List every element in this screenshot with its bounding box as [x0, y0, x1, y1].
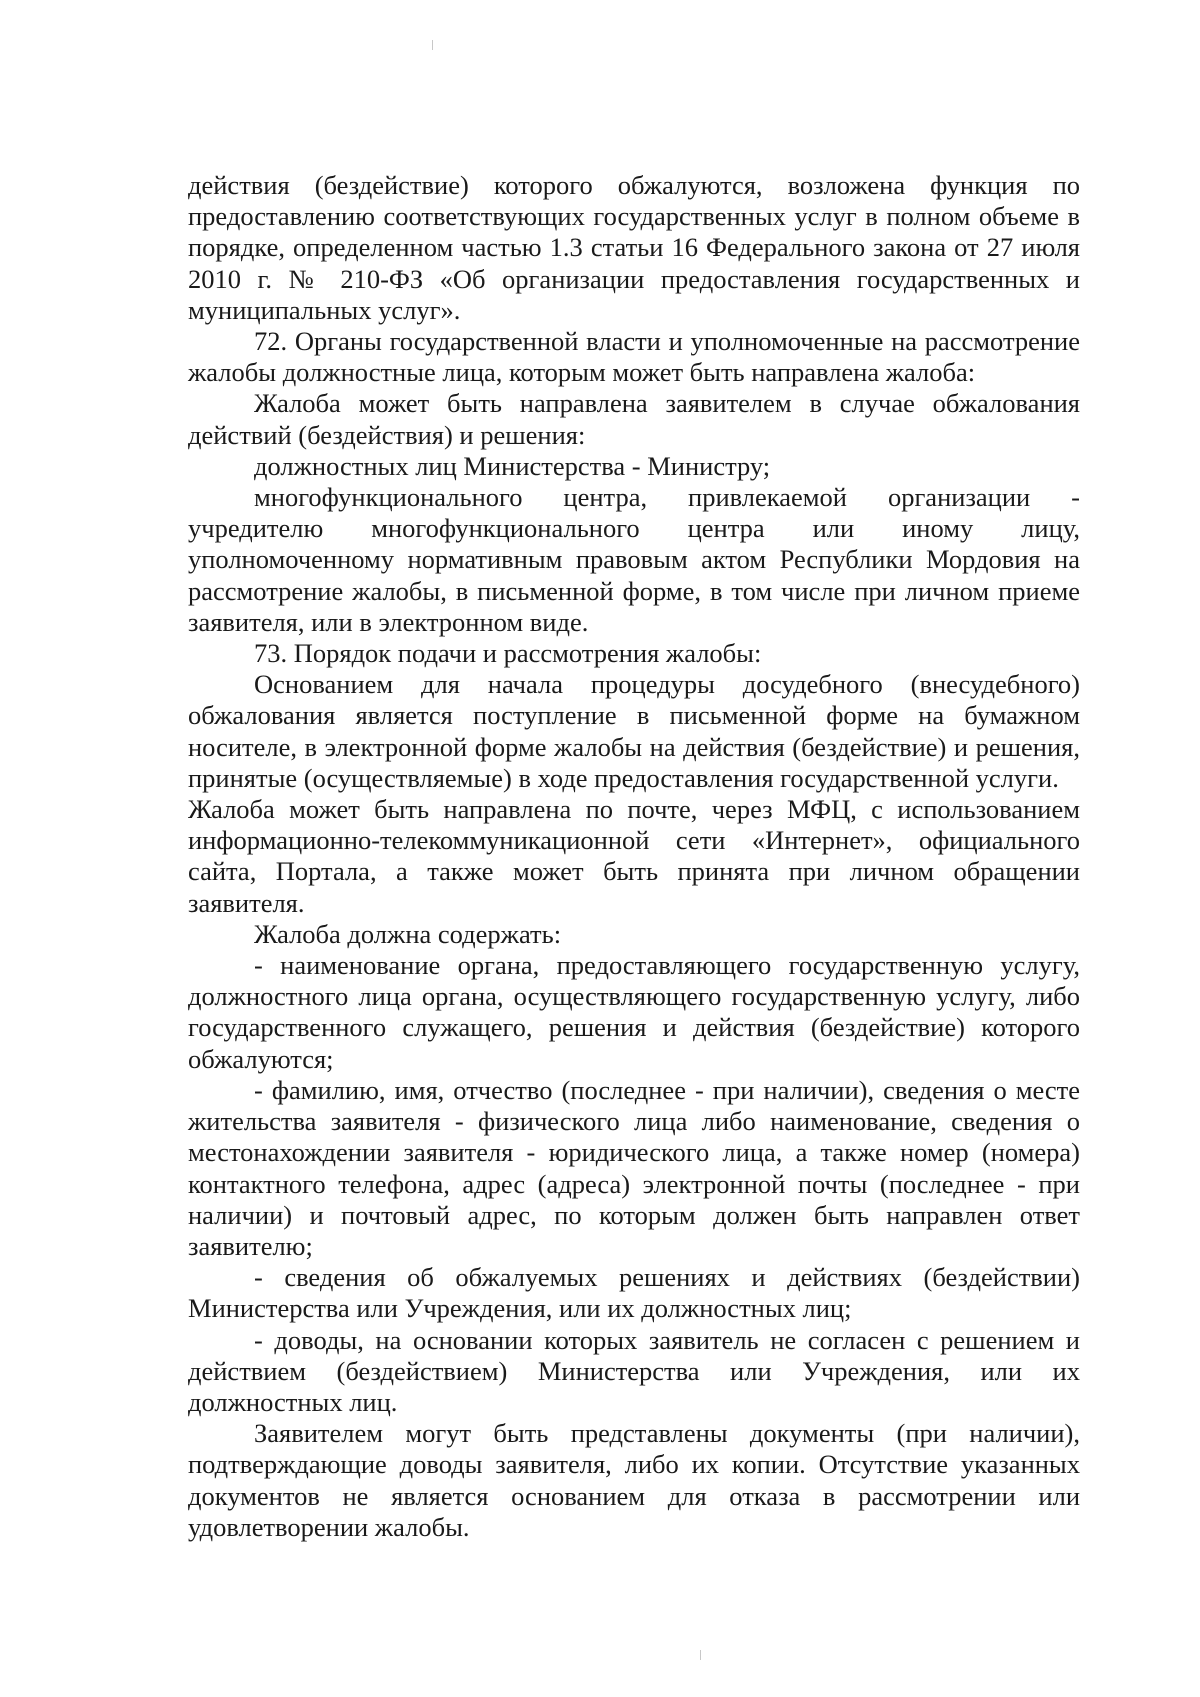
document-page	[188, 170, 1080, 1543]
paragraph-mfc: многофункционального центра, привлекаемой организации - учредителю многофункционального центра или иному лицу, уполномоченному нормативным правовым актом Республики Мордовия на рассмотрение жалобы, в письменной форме, в том числе при личном приеме заявителя, или в электронном виде.	[188, 482, 1080, 637]
scan-mark-bottom	[700, 1650, 701, 1660]
list-item-authority-name: - наименование органа, предоставляющего государственную услугу, должностного лица органа, осуществляющего государственную услугу, либо государственного служащего, решения и действия (бездействие) которого обжалуются;	[188, 950, 1080, 1074]
list-item-arguments: - доводы, на основании которых заявитель не согласен с решением и действием (бездействием) Министерства или Учреждения, или их должностных лиц.	[188, 1324, 1080, 1417]
list-item-applicant-details: - фамилию, имя, отчество (последнее - при наличии), сведения о месте жительства заявителя - физического лица либо наименование, сведения о местонахождении заявителя - юридического лица, а также номер (номера) контактного телефона, адрес (адреса) электронной почты (последнее - при наличии) и почтовый адрес, по которым должен быть направлен ответ заявителю;	[188, 1074, 1080, 1261]
paragraph-grounds: Основанием для начала процедуры досудебного (внесудебного) обжалования является поступление в письменной форме на бумажном носителе, в электронной форме жалобы на действия (бездействие) и решения, принятые (осуществляемые) в ходе предоставления государственной услуги.	[188, 669, 1080, 793]
paragraph-73-heading: 73. Порядок подачи и рассмотрения жалобы:	[254, 638, 762, 669]
paragraph-submission-channels: Жалоба может быть направлена по почте, через МФЦ, с использованием информационно-телекоммуникационной сети «Интернет», официального сайта, Портала, а также может быть принята при личном обращении заявителя.	[188, 794, 1080, 918]
scan-mark-top	[432, 40, 433, 50]
paragraph-72-heading: 72. Органы государственной власти и уполномоченные на рассмотрение жалобы должностные лица, которым может быть направлена жалоба:	[188, 326, 1080, 388]
paragraph-continuation: действия (бездействие) которого обжалуются, возложена функция по предоставлению соответствующих государственных услуг в полном объеме в порядке, определенном частью 1.3 статьи 16 Федерального закона от 27 июля 2010 г. № 210-ФЗ «Об организации предоставления государственных и муниципальных услуг».	[188, 170, 1080, 325]
list-item-appealed-decisions: - сведения об обжалуемых решениях и действиях (бездействии) Министерства или Учреждения, или их должностных лиц;	[188, 1262, 1080, 1324]
paragraph-supporting-documents: Заявителем могут быть представлены документы (при наличии), подтверждающие доводы заявителя, либо их копии. Отсутствие указанных документов не является основанием для отказа в рассмотрении или удовлетворении жалобы.	[188, 1418, 1080, 1542]
paragraph-contents-intro: Жалоба должна содержать:	[254, 918, 562, 949]
paragraph-ministry-officials: должностных лиц Министерства - Министру;	[254, 450, 771, 481]
paragraph-complaint-direction: Жалоба может быть направлена заявителем в случае обжалования действий (бездействия) и решения:	[188, 388, 1080, 450]
